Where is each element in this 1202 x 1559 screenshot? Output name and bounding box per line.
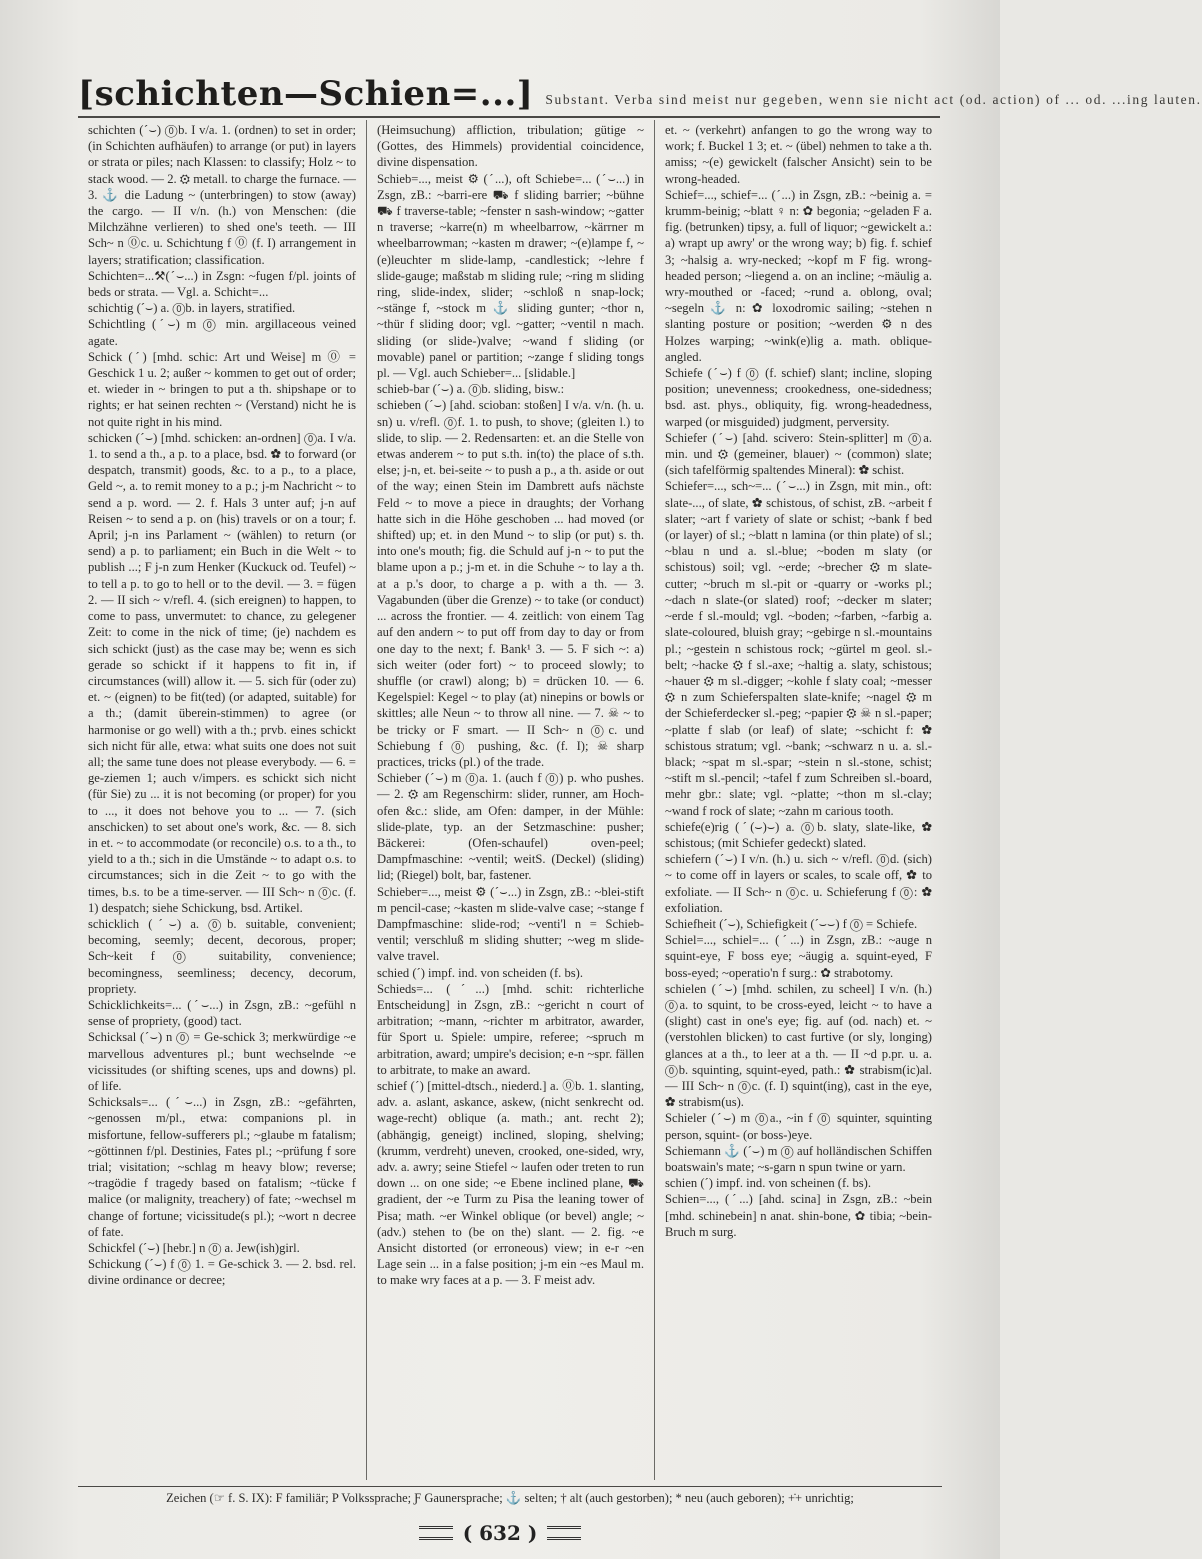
ornament-left-icon bbox=[419, 1526, 453, 1540]
dictionary-entry: Schiel=..., schiel=... (ˊ...) in Zsgn, zB.: ~auge n squint-eye, F boss eye; ~äugig a. squint-eyed, F boss-eyed; ~operatio'n f surg.: ✿ strabotomy. bbox=[665, 933, 932, 980]
dictionary-entry: schieb-bar (ˊ⌣) a. ⓪b. sliding, bisw.: bbox=[377, 382, 565, 397]
dictionary-entry: Schichten=...⚒(ˊ⌣...) in Zsgn: ~fugen f/pl. joints of beds or strata. — Vgl. a. Schicht=... bbox=[88, 268, 356, 300]
column-1 bbox=[78, 120, 366, 1480]
dictionary-entry: schichtig (ˊ⌣) a. ⓪b. in layers, stratified. bbox=[88, 301, 296, 316]
dictionary-entry: Schicklichkeits=... (ˊ⌣...) in Zsgn, zB.: ~gefühl n sense of propriety, (good) tact. bbox=[88, 997, 356, 1029]
page-number-area bbox=[0, 1520, 1000, 1546]
header-title: [schichten—Schien=...] bbox=[78, 74, 534, 114]
dictionary-entry: schichten (ˊ⌣) ⓪b. I v/a. 1. (ordnen) to set in order; (in Schichten aufhäufen) to arrange (or put) in layers or strata or piles; nach Klassen: to classify; Holz ~ to stack wood. — 2. ⚙ metall. to charge the furnace. — 3. ⚓ die Ladung ~ (unterbringen) to stow (away) the cargo. — II v/n. (h.) von Menschen: (die Milchzähne verlieren) to shed one's teeth. — III Sch~ n ⓪c. u. Schichtung f ⓪ (f. I) arrangement in layers; stratification; classification. bbox=[88, 123, 356, 267]
dictionary-entry: schiefe(e)rig (ˊ(⌣)⌣) a. ⓪b. slaty, slate-like, ✿ schistous; (mit Schiefer gedeckt) slated. bbox=[665, 819, 932, 850]
dictionary-entry: Schieb=..., meist ⚙ (ˊ...), oft Schiebe=... (ˊ⌣...) in Zsgn, zB.: ~barri-ere ⛟ f sliding barrier; ~bühne ⛟ f traverse-table; ~fenster n sash-window; ~gatter n traverse; ~karre(n) m wheelbarrow, ~kärrner m wheelbarrowman; ~kasten m drawer; ~(e)lampe f, ~(e)leuchter m slide-lamp, -candlestick; ~lehre f slide-gauge; maßstab m sliding rule; ~ring m sliding ring, slide-index, slider; ~schloß n snap-lock; ~stänge f, ~stock m ⚓ sliding gunter; ~thor n, ~thür f sliding door; vgl. ~gatter; ~ventil n mach. sliding (or slide-)valve; ~wand f sliding (or movable) panel or partition; ~zange f sliding tongs pl. — Vgl. auch Schieber=... [slidable.] bbox=[377, 171, 644, 381]
dictionary-entry: Schichtling (ˊ⌣) m ⓪ min. argillaceous veined agate. bbox=[88, 317, 356, 348]
dictionary-entry: Schiefe (ˊ⌣) f ⓪ (f. schief) slant; incline, sloping position; unevenness; crookedness, one-sidedness; bsd. ast. phys., obliquity, fig. wrong-headedness, warped (or misguided) judgment, perversity. bbox=[665, 366, 932, 429]
dictionary-entry: Schiefer (ˊ⌣) [ahd. scivero: Stein-splitter] m ⓪a. min. und ⚙ (gemeiner, blauer) ~ (common) slate; (sich tafelförmig spaltendes Mineral): ✿ schist. bbox=[665, 430, 932, 478]
dictionary-entry: Schicksal (ˊ⌣) n ⓪ = Ge-schick 3; merkwürdige ~e marvellous adventures pl.; bunt wechselnde ~e vicissitudes (or shifting scenes, ups and downs) pl. of life. bbox=[88, 1030, 356, 1093]
page-number: ( 632 ) bbox=[462, 1521, 538, 1545]
dictionary-entry: Schickfel (ˊ⌣) [hebr.] n ⓪ a. Jew(ish)girl. bbox=[88, 1241, 300, 1256]
header-note: Substant. Verba sind meist nur gegeben, wenn sie nicht act (od. action) of ... od. ...ing lauten. bbox=[545, 92, 1202, 107]
dictionary-entry: Schickung (ˊ⌣) f ⓪ 1. = Ge-schick 3. — 2. bsd. rel. divine ordinance or decree; bbox=[88, 1257, 356, 1288]
text-columns bbox=[78, 120, 942, 1480]
dictionary-entry: Schicksals=... (ˊ⌣...) in Zsgn, zB.: ~gefährten, ~genossen m/pl., etwa: companions pl. in misfortune, fellow-sufferers pl.; ~glaube m fatalism; ~göttinnen f/pl. Destinies, Fates pl.; ~prüfung f sore trial; visitation; ~schlag m heavy blow; reverse; ~tragödie f tragedy based on fatalism; ~tücke f malice (or malignity, treachery) of fate; ~wechsel m change of fortune; vicissitude(s pl.); ~wort n decree of fate. bbox=[88, 1095, 356, 1239]
dictionary-entry: Schieber (ˊ⌣) m ⓪a. 1. (auch f ⓪) p. who pushes. — 2. ⚙ am Regenschirm: slider, runner, am Hoch-ofen &c.: slide, am Ofen: damper, in der Mühle: slide-plate, typ. an der Setzmaschine: pusher; Bäckerei: (Ofen-schaufel) oven-peel; Dampfmaschine: ~ventil; weitS. (Deckel) (sliding) lid; (Riegel) bolt, bar, fastener. bbox=[377, 771, 644, 883]
dictionary-entry: Schieler (ˊ⌣) m ⓪a., ~in f ⓪ squinter, squinting person, squint- (or boss-)eye. bbox=[665, 1111, 932, 1142]
column-2 bbox=[366, 120, 654, 1480]
footer-legend: Zeichen (☞ f. S. IX): F familiär; P Volkssprache; Ƒ Gaunersprache; ⚓ selten; † alt (auch gestorben); * neu (auch geboren); +̇+ unrichtig; bbox=[78, 1486, 942, 1512]
dictionary-entry: (Heimsuchung) affliction, tribulation; gütige ~ (Gottes, des Himmels) providential coincidence, divine dispensation. bbox=[377, 123, 644, 170]
dictionary-entry: Schief=..., schief=... (ˊ...) in Zsgn, zB.: ~beinig a. = krumm-beinig; ~blatt ♀ n: ✿ begonia; ~geladen F a. fig. (betrunken) tipsy, a. full of liquor; ~gewickelt a.: a) wrapt up awry' or the wrong way; b) fig. f. schief 3; ~halsig a. wry-necked; ~kopf m F fig. wrong-headed person; ~liegend a. on an incline; ~mäulig a. wry-mouthed or -faced; ~rund a. oblong, oval; ~segeln ⚓ n: ✿ loxodromic sailing; ~stehen n slanting posture or position; ~werden ⚙ n des Holzes warping; ~wink(e)lig a. math. oblique-angled. bbox=[665, 187, 932, 364]
ornament-right-icon bbox=[547, 1526, 581, 1540]
dictionary-entry: schiefern (ˊ⌣) I v/n. (h.) u. sich ~ v/refl. ⓪d. (sich) ~ to come off in layers or scales, to scale off, ✿ to exfoliate. — II Sch~ n ⓪c. u. Schieferung f ⓪: ✿ exfoliation. bbox=[665, 852, 932, 915]
running-header bbox=[78, 68, 1202, 118]
dictionary-entry: Schiefer=..., sch~=... (ˊ⌣...) in Zsgn, mit min., oft: slate-..., of slate, ✿ schistous, of schist, zB. ~arbeit f slater; ~art f variety of slate or schist; ~bank f bed (or layer) of sl.; ~blatt n lamina (or thin plate) of sl.; ~blau n und a. sl.-blue; ~boden m slaty (or schistous) soil; vgl. ~erde; ~brecher ⚙ m slate-cutter; ~bruch m sl.-pit or -quarry or -works pl.; ~dach n slate-(or slated) roof; ~decker m slater; ~erde f sl.-mould; vgl. ~boden; ~farben, ~farbig a. slate-coloured, bluish gray; ~gebirge n sl.-mountains pl.; ~gestein n schistous rock; ~gürtel m geol. sl.-belt; ~hacke ⚙ f sl.-axe; ~haltig a. slaty, schistous; ~hauer ⚙ m sl.-digger; ~kohle f slaty coal; ~messer ⚙ n zum Schieferspalten slate-knife; ~nagel ⚙ m der Schieferdecker sl.-peg; ~papier ⚙ ☠ n sl.-paper; ~platte f slab (or leaf) of slate; ~schicht f: ✿ schistous stratum; vgl. ~bank; ~schwarz n u. a. sl.-black; ~spat m sl.-spar; ~stein n sl.-stone, schist; ~stift m sl.-pencil; ~tafel f zum Schreiben sl.-board, mehr gbr.: slate; vgl. ~platte; ~thon m sl.-clay; ~wand f rock of slate; ~zahn m carious tooth. bbox=[665, 479, 932, 818]
dictionary-entry: Schieber=..., meist ⚙ (ˊ⌣...) in Zsgn, zB.: ~blei-stift m pencil-case; ~kasten m slide-valve case; ~stange f Dampfmaschine: slide-rod; ~venti'l n = Schieb-ventil; verschluß m sliding shutter; ~weg m slide-valve travel. bbox=[377, 884, 644, 964]
dictionary-entry: schicklich (ˊ⌣) a. ⓪b. suitable, convenient; becoming, seemly; decent, decorous, proper; Sch~keit f ⓪ suitability, convenience; becomingness, seemliness; decency, decorum, propriety. bbox=[88, 916, 356, 996]
column-3 bbox=[654, 120, 942, 1480]
dictionary-entry: Schiefheit (ˊ⌣), Schiefigkeit (ˊ⌣⌣) f ⓪ = Schiefe. bbox=[665, 916, 918, 931]
dictionary-entry: schieben (ˊ⌣) [ahd. scioban: stoßen] I v/a. v/n. (h. u. sn) u. v/refl. ⓪f. 1. to push, to shove; (gleiten l.) to slide, to slip. — 2. Redensarten: et. an die Stelle von etwas anderem ~ to put s.th. in(to) the place of s.th. else; j-n, et. bei-seite ~ to push a p., a th. aside or out of the way; einen Stein im Dambrett aufs nächste Feld ~ to move a piece in draughts; der Vorhang hatte sich in die Höhe geschoben ... had moved (or shifted) up; et. in den Mund ~ to slip (or put) s. th. into one's mouth; fig. die Schuld auf j-n ~ to put the blame upon a p.; j-m et. in die Schuhe ~ to lay a th. at a p.'s door, to charge a p. with a th. — 3. Vagabunden (über die Grenze) ~ to take (or conduct) ... across the frontier. — 4. zeitlich: von einem Tag auf den andern ~ to put off from day to day or from one day to the next; f. Bank¹ 3. — 5. F sich ~: a) sich weiter (oder fort) ~ to proceed slowly; to shuffle (or crawl) along; b) = drücken 10. — 6. Kegelspiel: Kegel ~ to play (at) ninepins or bowls or skittles; alle Neun ~ to throw all nine. — 7. ☠ ~ to be tricky or F smart. — II Sch~ n ⓪c. und Schiebung f ⓪ pushing, &c. (f. I); ☠ sharp practices, tricks (pl.) of the trade. bbox=[377, 398, 644, 769]
dictionary-entry: schien (ˊ) impf. ind. von scheinen (f. bs). bbox=[665, 1176, 871, 1191]
dictionary-entry: Schieds=... (ˊ...) [mhd. schit: richterliche Entscheidung] in Zsgn, zB.: ~gericht n court of arbitration; ~mann, ~richter m arbitrator, awarder, für Sport u. Spiele: umpire, referee; ~spruch m arbitration, award; umpire's decision; e-n ~spr. fällen to arbitrate, to make an award. bbox=[377, 981, 644, 1077]
dictionary-entry: schied (ˊ) impf. ind. von scheiden (f. bs). bbox=[377, 965, 583, 980]
dictionary-entry: schief (ˊ) [mittel-dtsch., niederd.] a. ⓪b. 1. slanting, adv. a. aslant, askance, askew, (nicht senkrecht od. wage-recht) oblique (a. math.; ant. recht 2); (abhängig, geneigt) inclined, sloping, shelving; (krumm, verdreht) uneven, crooked, one-sided, wry, adv. a. awry; seine Stiefel ~ laufen oder treten to run down ... on one side; ~e Ebene inclined plane, ⛟ gradient, der ~e Turm zu Pisa the leaning tower of Pisa; math. ~er Winkel oblique (or bevel) angle; ~ (adv.) stehen to (be on the) slant. — 2. fig. ~e Ansicht distorted (or erroneous) view; in e-r ~en Lage sein ... in a false position; j-m ein ~es Maul m. to make wry faces at a p. — 3. F meist adv. bbox=[377, 1078, 644, 1288]
dictionary-entry: et. ~ (verkehrt) anfangen to go the wrong way to work; f. Buckel 1 3; et. ~ (übel) nehmen to take a th. amiss; ~(e) gewickelt (falscher Ansicht) sein to be wrong-headed. bbox=[665, 123, 932, 186]
dictionary-entry: Schick (ˊ) [mhd. schic: Art und Weise] m ⓪ = Geschick 1 u. 2; außer ~ kommen to get out of order; et. wieder in ~ bringen to put a th. shipshape or to rights; er hat seinen rechten ~ (Verstand) nicht he is not quite right in his mind. bbox=[88, 349, 356, 429]
dictionary-entry: Schien=..., (ˊ...) [ahd. scina] in Zsgn, zB.: ~bein [mhd. schinebein] n anat. shin-bone, ✿ tibia; ~bein-Bruch m surg. bbox=[665, 1192, 932, 1239]
dictionary-entry: schicken (ˊ⌣) [mhd. schicken: an-ordnen] ⓪a. I v/a. 1. to send a th., a p. to a place, bsd. ✿ to forward (or despatch, transmit) goods, &c. to a p., to a place, Geld ~, a. to remit money to a p.; j-m Nachricht ~ to send a p. word. — 2. f. Hals 3 unter auf; j-n auf Reisen ~ to send a p. on (his) travels or on a tour; f. April; j-n ins Parlament ~ (wählen) to return (or send) a p. to parliament; ein Buch in die Welt ~ to publish ...; F j-n zum Henker (Kuckuck od. Teufel) ~ to tell a p. to go to hell or to the devil. — 3. = fügen 2. — II sich ~ v/refl. 4. (sich ereignen) to happen, to come to pass, unvermutet: to chance, zu gelegener Zeit: to come in the nick of time; (je) nachdem es sich schickt (just) as the case may be; wenn es sich gerade so schickt if it happens to fit in, if circumstances (will) allow it. — 5. sich für (oder zu) et. ~ (eignen) to be fit(ted) (or adapted, suitable) for a th.; (damit überein-stimmen) to agree (or harmonise or go well) with a th.; prvb. eines schickt sich nicht für alle, etwa: what suits one does not suit all; the same tune does not please everybody. — 6. = ge-ziemen 1; auch v/impers. es schickt sich nicht (für Sie) zu ... it is not becoming (or proper) for you to ..., it does not behove you to ... — 7. (sich anschicken) to set about one's work, &c. — 8. sich in et. ~ to accommodate (or reconcile) o.s. to a th., to yield to a th.; sich in die Umstände ~ to adapt o.s. to circumstances; sich in die Zeit ~ to go with the times, b.s. to be a time-server. — III Sch~ n ⓪c. (f. 1) despatch; siehe Schickung, bsd. Artikel. bbox=[88, 430, 356, 915]
dictionary-entry: Schiemann ⚓ (ˊ⌣) m ⓪ auf holländischen Schiffen boatswain's mate; ~s-garn n spun twine or yarn. bbox=[665, 1143, 932, 1174]
dictionary-entry: schielen (ˊ⌣) [mhd. schilen, zu scheel] I v/n. (h.) ⓪a. to squint, to be cross-eyed, leicht ~ to have a (slight) cast in one's eye; fig. auf (od. nach) et. ~ (verstohlen blicken) to cast furtive (or sly, longing) glances at a th., to leer at a th. — II ~d p.pr. u. a. ⓪b. squinting, squint-eyed, path.: ✿ strabism(ic)al. — III Sch~ n ⓪c. (f. I) squint(ing), cast in the eye, ✿ strabism(us). bbox=[665, 981, 932, 1110]
